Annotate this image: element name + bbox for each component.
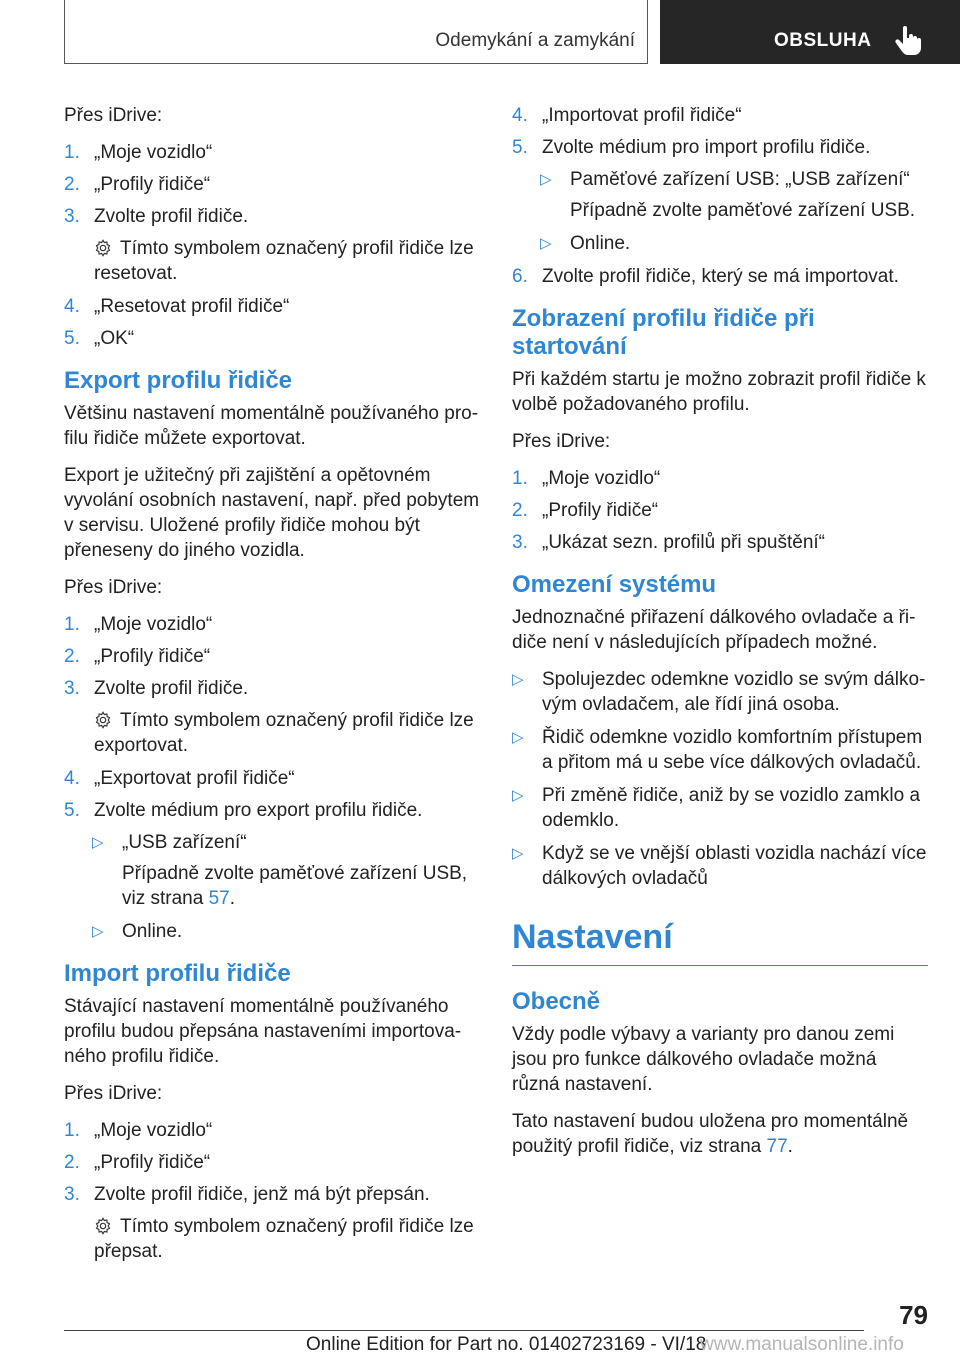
list-item: 2. „Profily řidiče“ bbox=[512, 500, 659, 521]
triangle-bullet-icon: ▷ bbox=[512, 671, 524, 688]
list-item: 2. „Profily řidiče“ bbox=[64, 174, 211, 195]
gear-icon bbox=[94, 711, 112, 729]
triangle-bullet-icon: ▷ bbox=[512, 845, 524, 862]
export-heading: Export profilu řidiče bbox=[64, 367, 293, 394]
chapter-tab bbox=[660, 0, 960, 64]
list-item: 1. „Moje vozidlo“ bbox=[64, 1120, 213, 1141]
import-paragraph-2: Přes iDrive: bbox=[64, 1083, 163, 1104]
general-paragraph-2: Tato nastavení budou uložena pro momentálně použitý profil řidiče, viz strana 77. bbox=[512, 1111, 909, 1157]
chapter-label: OBSLUHA bbox=[774, 30, 872, 51]
display-heading: Zobrazení profilu řidiče při startování bbox=[512, 305, 815, 360]
list-item: 4. „Resetovat profil řidiče“ bbox=[64, 296, 290, 317]
footer-divider bbox=[64, 1330, 864, 1331]
page-link[interactable]: 57 bbox=[208, 888, 230, 909]
hand-pointer-icon bbox=[894, 26, 922, 56]
symbol-note: Tímto symbolem označený profil řidiče lze resetovat. bbox=[94, 238, 474, 284]
triangle-bullet-icon: ▷ bbox=[512, 787, 524, 804]
bullet-continuation: Případně zvolte paměťové zařízení USB. bbox=[570, 200, 916, 221]
export-paragraph-3: Přes iDrive: bbox=[64, 577, 163, 598]
display-paragraph-1: Při každém startu je možno zobrazit profil řidiče k volbě požadovaného profilu. bbox=[512, 369, 926, 415]
header-section-box bbox=[64, 0, 648, 64]
triangle-bullet-icon: ▷ bbox=[92, 834, 104, 851]
watermark: www.manualsonline.info bbox=[700, 1334, 904, 1355]
right-column bbox=[512, 103, 928, 1171]
list-item: 5. Zvolte médium pro import profilu řidiče. bbox=[512, 137, 871, 158]
list-item: 1. „Moje vozidlo“ bbox=[64, 614, 213, 635]
triangle-bullet-icon: ▷ bbox=[512, 729, 524, 746]
list-item: 2. „Profily řidiče“ bbox=[64, 646, 211, 667]
gear-icon bbox=[94, 239, 112, 257]
bullet-continuation: Případně zvolte paměťové zařízení USB, viz strana 57. bbox=[122, 863, 468, 909]
left-column bbox=[64, 103, 480, 1272]
triangle-bullet-icon: ▷ bbox=[92, 923, 104, 940]
page-number: 79 bbox=[899, 1300, 928, 1330]
bullet-item: ▷ Online. bbox=[92, 921, 183, 942]
list-item: 6. Zvolte profil řidiče, který se má importovat. bbox=[512, 266, 899, 287]
bullet-item: ▷ Spolujezdec odemkne vozidlo se svým dálkovým ovladačem, ale řídí jiná osoba. bbox=[512, 669, 926, 715]
symbol-note: Tímto symbolem označený profil řidiče lze přepsat. bbox=[94, 1216, 474, 1262]
list-item: 1. „Moje vozidlo“ bbox=[512, 468, 661, 489]
list-item: 3. Zvolte profil řidiče, jenž má být přepsán. bbox=[64, 1184, 430, 1205]
gear-icon bbox=[94, 1217, 112, 1235]
import-paragraph-1: Stávající nastavení momentálně používaného profilu budou přepsána nastaveními importovaného profilu řidiče. bbox=[64, 996, 462, 1067]
limits-paragraph: Jednoznačné přiřazení dálkového ovladače a řidiče není v následujících případech možné. bbox=[512, 607, 916, 653]
limits-heading: Omezení systému bbox=[512, 571, 717, 598]
list-item: 1. „Moje vozidlo“ bbox=[64, 142, 213, 163]
bullet-item: ▷ Řidič odemkne vozidlo komfortním přístupem a přitom má u sebe více dálkových ovladačů. bbox=[512, 727, 923, 773]
list-item: 5. „OK“ bbox=[64, 328, 135, 349]
general-heading: Obecně bbox=[512, 988, 601, 1015]
list-item: 2. „Profily řidiče“ bbox=[64, 1152, 211, 1173]
intro-paragraph: Přes iDrive: bbox=[64, 105, 163, 126]
section-title: Odemykání a zamykání bbox=[435, 30, 635, 51]
list-item: 3. Zvolte profil řidiče. bbox=[64, 206, 249, 227]
bullet-item: ▷ Paměťové zařízení USB: „USB zařízení“ bbox=[540, 169, 910, 190]
list-item: 5. Zvolte médium pro export profilu řidiče. bbox=[64, 800, 423, 821]
export-paragraph-2: Export je užitečný při zajištění a opětovném vyvolání osobních nastavení, např. před pobytem v servisu. Uložené profily řidiče mohou být přeneseny do jiného vozidla. bbox=[64, 465, 480, 561]
page-link[interactable]: 77 bbox=[766, 1136, 788, 1157]
bullet-item: ▷ „USB zařízení“ bbox=[92, 832, 247, 853]
settings-heading: Nastavení bbox=[512, 915, 928, 966]
list-item: 3. „Ukázat sezn. profilů při spuštění“ bbox=[512, 532, 826, 553]
symbol-note: Tímto symbolem označený profil řidiče lze exportovat. bbox=[94, 710, 474, 756]
bullet-item: ▷ Při změně řidiče, aniž by se vozidlo zamklo a odemklo. bbox=[512, 785, 921, 831]
bullet-item: ▷ Když se ve vnější oblasti vozidla nachází více dálkových ovladačů bbox=[512, 843, 927, 889]
triangle-bullet-icon: ▷ bbox=[540, 235, 552, 252]
triangle-bullet-icon: ▷ bbox=[540, 171, 552, 188]
export-paragraph-1: Většinu nastavení momentálně používaného profilu řidiče můžete exportovat. bbox=[64, 403, 479, 449]
list-item: 3. Zvolte profil řidiče. bbox=[64, 678, 249, 699]
import-heading: Import profilu řidiče bbox=[64, 960, 291, 987]
edition-text: Online Edition for Part no. 01402723169 - VI/18 bbox=[306, 1334, 707, 1355]
list-item: 4. „Importovat profil řidiče“ bbox=[512, 105, 742, 126]
display-paragraph-2: Přes iDrive: bbox=[512, 431, 611, 452]
bullet-item: ▷ Online. bbox=[540, 233, 631, 254]
general-paragraph-1: Vždy podle výbavy a varianty pro danou zemi jsou pro funkce dálkového ovladače možná různá nastavení. bbox=[512, 1024, 895, 1095]
list-item: 4. „Exportovat profil řidiče“ bbox=[64, 768, 295, 789]
